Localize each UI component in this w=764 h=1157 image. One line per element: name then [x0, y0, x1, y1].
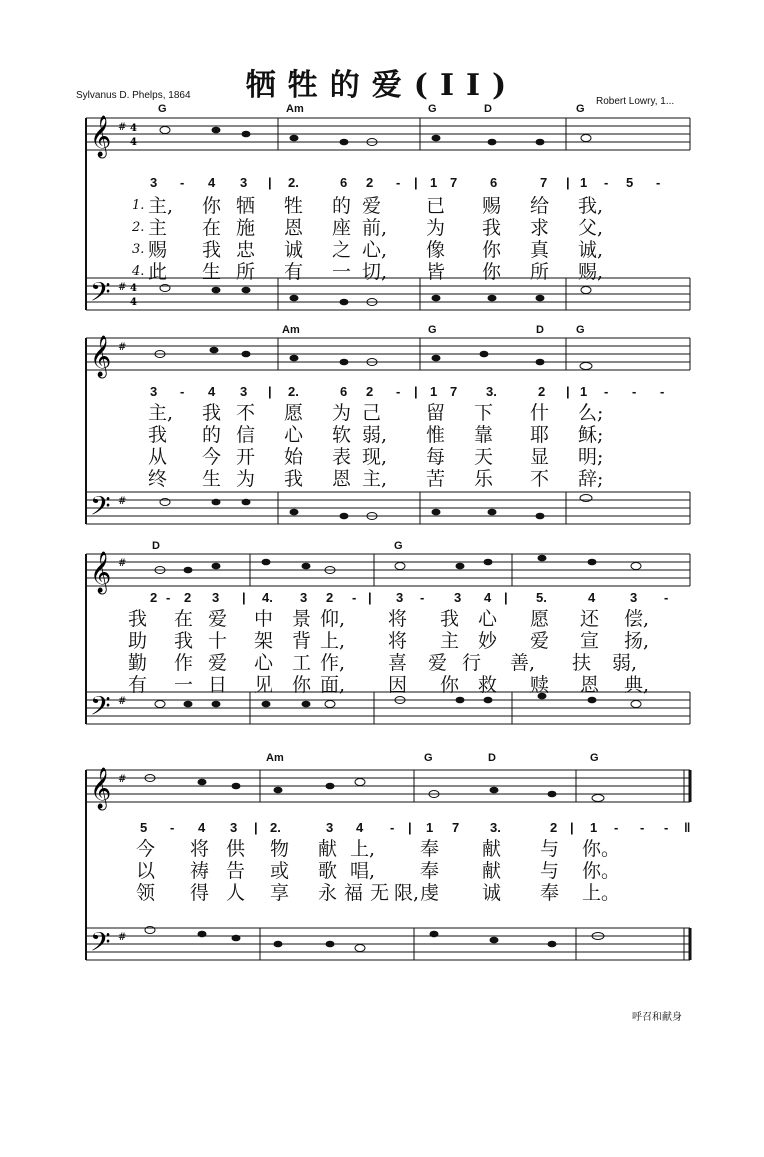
jianpu-note: 7 [450, 384, 458, 399]
lyric-char: 典, [624, 674, 650, 696]
jianpu-note: | [242, 590, 246, 605]
lyric-char: 你 [292, 674, 312, 696]
lyric-char: 爱 [208, 608, 228, 630]
lyric-verse-3 [0, 652, 764, 674]
lyric-char: 求 [530, 217, 550, 239]
jianpu-note: 4 [484, 590, 492, 605]
lyric-char: 惟 [426, 424, 446, 446]
lyric-char: 作, [320, 652, 346, 674]
music-system-4 [0, 748, 764, 978]
jianpu-note: ‖ [684, 820, 691, 835]
jianpu-note: 3 [150, 384, 158, 399]
lyric-char: 生 [202, 468, 222, 490]
lyric-char: 与 [540, 838, 560, 860]
lyric-char: 爱 [428, 652, 448, 674]
lyric-char: 我 [174, 630, 194, 652]
jianpu-note: 7 [452, 820, 460, 835]
lyric-char: 扬, [624, 630, 650, 652]
lyric-char: 奉 [420, 838, 440, 860]
jianpu-note: 7 [540, 175, 548, 190]
jianpu-note: - [180, 384, 185, 399]
lyric-char: 爱 [362, 195, 382, 217]
jianpu-note: - [664, 590, 669, 605]
lyric-char: 你 [482, 239, 502, 261]
lyric-char: 从 [148, 446, 168, 468]
jianpu-note: | [566, 384, 570, 399]
lyric-char: 心 [478, 608, 498, 630]
jianpu-note: 6 [340, 175, 348, 190]
jianpu-note: 4. [262, 590, 273, 605]
lyric-char: 辞; [578, 468, 604, 490]
lyric-char: 此 [148, 261, 168, 283]
verse-number: 3. [132, 242, 145, 257]
lyric-char: 告 [226, 860, 246, 882]
lyric-char: 祷 [190, 860, 210, 882]
lyric-char: 忠 [236, 239, 256, 261]
lyric-char: 天 [474, 446, 494, 468]
lyric-char: 的 [332, 195, 352, 217]
lyric-char: 恩 [284, 217, 304, 239]
lyric-char: 将 [190, 838, 210, 860]
lyric-char: 诚 [284, 239, 304, 261]
lyric-char: 为 [236, 468, 256, 490]
lyric-char: 所 [236, 261, 256, 283]
jianpu-note: - [640, 820, 645, 835]
jianpu-note: | [408, 820, 412, 835]
jianpu-note: 2 [550, 820, 558, 835]
lyric-char: 的 [202, 424, 222, 446]
lyric-char: 宣 [580, 630, 600, 652]
jianpu-note: - [604, 384, 609, 399]
lyric-char: 扶 [572, 652, 592, 674]
jianpu-note: 1 [580, 175, 588, 190]
lyric-char: 一 [174, 674, 194, 696]
lyric-char: 上, [320, 630, 346, 652]
lyric-char: 爱 [530, 630, 550, 652]
lyric-char: 奉 [540, 882, 560, 904]
jianpu-note: 3 [240, 384, 248, 399]
jianpu-note: 2. [288, 175, 299, 190]
svg-text:#: # [118, 122, 127, 133]
jianpu-note: 2. [270, 820, 281, 835]
lyric-char: 见 [254, 674, 274, 696]
svg-text:4: 4 [130, 283, 137, 294]
lyric-char: 开 [236, 446, 256, 468]
lyric-char: 为 [332, 402, 352, 424]
lyric-char: 供 [226, 838, 246, 860]
lyric-char: 享 [270, 882, 290, 904]
lyric-char: 诚, [578, 239, 604, 261]
lyric-char: 一 [332, 261, 352, 283]
jianpu-note: 4 [588, 590, 596, 605]
lyric-char: 与 [540, 860, 560, 882]
lyric-char: 救 [478, 674, 498, 696]
lyric-verse-2 [0, 630, 764, 652]
lyric-char: 恩 [580, 674, 600, 696]
svg-text:𝄞: 𝄞 [90, 116, 112, 157]
svg-text:𝄞: 𝄞 [90, 336, 112, 377]
lyric-verse-4 [0, 674, 764, 696]
jianpu-note: | [414, 175, 418, 190]
lyric-char: 妙 [478, 630, 498, 652]
lyric-char: 像 [426, 239, 446, 261]
lyric-char: 不 [530, 468, 550, 490]
lyric-char: 显 [530, 446, 550, 468]
jianpu-note: 4 [198, 820, 206, 835]
lyric-char: 人 [226, 882, 246, 904]
lyric-char: 心 [254, 652, 274, 674]
lyric-char: 所 [530, 261, 550, 283]
jianpu-note: | [368, 590, 372, 605]
jianpu-note: 2. [288, 384, 299, 399]
lyric-char: 现, [362, 446, 388, 468]
lyric-verse-2 [0, 424, 764, 446]
jianpu-note: 3 [230, 820, 238, 835]
lyric-char: 为 [426, 217, 446, 239]
music-system-2 [0, 322, 764, 537]
jianpu-note: - [656, 175, 661, 190]
lyricist-credit: Sylvanus D. Phelps, 1864 [76, 90, 191, 101]
lyric-char: 福 [344, 882, 364, 904]
chord-symbol: D [488, 752, 496, 764]
jianpu-note: 5 [140, 820, 148, 835]
lyric-char: 我 [284, 468, 304, 490]
lyric-verse-4 [0, 261, 764, 283]
jianpu-note: 1 [430, 384, 438, 399]
lyric-char: 软 [332, 424, 352, 446]
lyric-char: 今 [136, 838, 156, 860]
lyric-char: 助 [128, 630, 148, 652]
jianpu-note: 3 [454, 590, 462, 605]
chord-symbol: G [576, 324, 585, 336]
lyric-char: 物 [270, 838, 290, 860]
lyric-char: 背 [292, 630, 312, 652]
jianpu-note: | [504, 590, 508, 605]
jianpu-note: 3 [300, 590, 308, 605]
jianpu-note: 2 [366, 175, 374, 190]
verse-number: 1. [132, 198, 145, 213]
jianpu-note: | [254, 820, 258, 835]
lyric-verse-3 [0, 882, 764, 904]
lyric-char: 中 [254, 608, 274, 630]
svg-text:#: # [118, 696, 127, 707]
lyric-char: 切, [362, 261, 388, 283]
lyric-char: 唱, [350, 860, 376, 882]
lyric-char: 留 [426, 402, 446, 424]
jianpu-note: | [268, 175, 272, 190]
lyric-char: 你。 [582, 838, 621, 860]
lyric-char: 我 [440, 608, 460, 630]
music-system-1 [0, 100, 764, 335]
lyric-char: 爱 [208, 652, 228, 674]
svg-text:4: 4 [130, 297, 137, 308]
lyric-char: 牲 [284, 195, 304, 217]
lyric-char: 还 [580, 608, 600, 630]
lyric-char: 诚 [482, 882, 502, 904]
lyric-char: 赐, [578, 261, 604, 283]
lyric-char: 座 [332, 217, 352, 239]
jianpu-note: 2 [538, 384, 546, 399]
lyric-char: 你 [440, 674, 460, 696]
lyric-char: 上。 [582, 882, 621, 904]
lyric-char: 施 [236, 217, 256, 239]
lyric-char: 信 [236, 424, 256, 446]
lyric-char: 我 [148, 424, 168, 446]
lyric-char: 皆 [426, 261, 446, 283]
chord-symbol: D [484, 103, 492, 115]
lyric-char: 景 [292, 608, 312, 630]
jianpu-note: 3 [212, 590, 220, 605]
lyric-char: 心 [284, 424, 304, 446]
lyric-char: 主 [440, 630, 460, 652]
chord-symbol: G [158, 103, 167, 115]
jianpu-note: 2 [184, 590, 192, 605]
lyric-char: 面, [320, 674, 346, 696]
jianpu-note: 3 [630, 590, 638, 605]
lyric-char: 架 [254, 630, 274, 652]
jianpu-note: 5 [626, 175, 634, 190]
jianpu-note: | [414, 384, 418, 399]
lyric-char: 行 [462, 652, 482, 674]
lyric-char: 什 [530, 402, 550, 424]
chord-symbol: G [424, 752, 433, 764]
jianpu-note: 5. [536, 590, 547, 605]
jianpu-note: 2 [326, 590, 334, 605]
lyric-verse-1 [0, 608, 764, 630]
lyric-char: 无 [370, 882, 390, 904]
lyric-char: 苦 [426, 468, 446, 490]
lyric-char: 有 [128, 674, 148, 696]
svg-text:#: # [118, 496, 127, 507]
lyric-char: 主, [148, 402, 174, 424]
jianpu-note: 1 [590, 820, 598, 835]
jianpu-note: - [352, 590, 357, 605]
lyric-char: 明; [578, 446, 604, 468]
jianpu-note: 4 [356, 820, 364, 835]
composer-credit: Robert Lowry, 1... [596, 96, 675, 107]
lyric-char: 你。 [582, 860, 621, 882]
jianpu-note: - [660, 384, 665, 399]
lyric-char: 赐 [148, 239, 168, 261]
lyric-char: 始 [284, 446, 304, 468]
chord-symbol: D [152, 540, 160, 552]
verse-number: 4. [132, 264, 145, 279]
lyric-char: 将 [388, 630, 408, 652]
svg-text:𝄢: 𝄢 [90, 690, 111, 728]
lyric-char: 我 [128, 608, 148, 630]
lyric-char: 你 [482, 261, 502, 283]
lyric-verse-1 [0, 195, 764, 217]
lyric-char: 真 [530, 239, 550, 261]
svg-text:#: # [118, 932, 127, 943]
lyric-char: 永 [318, 882, 338, 904]
jianpu-note: 6 [490, 175, 498, 190]
lyric-char: 心, [362, 239, 388, 261]
jianpu-note: - [396, 175, 401, 190]
lyric-char: 弱, [612, 652, 638, 674]
svg-text:#: # [118, 282, 127, 293]
jianpu-note: 1 [580, 384, 588, 399]
lyric-char: 耶 [530, 424, 550, 446]
lyric-verse-1 [0, 838, 764, 860]
lyric-char: 限, [394, 882, 420, 904]
lyric-verse-2 [0, 860, 764, 882]
chord-symbol: G [428, 324, 437, 336]
svg-text:#: # [118, 774, 127, 785]
svg-text:4: 4 [130, 123, 137, 134]
music-system-3 [0, 540, 764, 735]
jianpu-note: - [396, 384, 401, 399]
lyric-char: 主 [148, 217, 168, 239]
lyric-verse-2 [0, 217, 764, 239]
lyric-char: 愿 [530, 608, 550, 630]
jianpu-note: | [570, 820, 574, 835]
lyric-char: 乐 [474, 468, 494, 490]
lyric-char: 在 [202, 217, 222, 239]
lyric-char: 赎 [530, 674, 550, 696]
lyric-char: 歌 [318, 860, 338, 882]
chord-symbol: G [428, 103, 437, 115]
jianpu-note: 7 [450, 175, 458, 190]
lyric-char: 父, [578, 217, 604, 239]
lyric-char: 我 [482, 217, 502, 239]
lyric-char: 有 [284, 261, 304, 283]
svg-text:𝄢: 𝄢 [90, 490, 111, 528]
lyric-char: 么; [578, 402, 604, 424]
lyric-char: 你 [202, 195, 222, 217]
chord-symbol: Am [266, 752, 284, 764]
jianpu-note: 4 [208, 384, 216, 399]
lyric-char: 虔 [420, 882, 440, 904]
jianpu-note: 3. [486, 384, 497, 399]
lyric-char: 上, [350, 838, 376, 860]
lyric-char: 每 [426, 446, 446, 468]
chord-symbol: G [590, 752, 599, 764]
lyric-char: 赐 [482, 195, 502, 217]
lyric-char: 因 [388, 674, 408, 696]
chord-symbol: D [536, 324, 544, 336]
lyric-verse-3 [0, 446, 764, 468]
lyric-char: 牺 [236, 195, 256, 217]
jianpu-note: - [166, 590, 171, 605]
lyric-char: 奉 [420, 860, 440, 882]
jianpu-note: - [420, 590, 425, 605]
jianpu-note: 6 [340, 384, 348, 399]
jianpu-note: - [180, 175, 185, 190]
lyric-char: 我 [202, 402, 222, 424]
lyric-verse-1 [0, 402, 764, 424]
lyric-char: 以 [136, 860, 156, 882]
lyric-char: 已 [426, 195, 446, 217]
jianpu-note: - [390, 820, 395, 835]
jianpu-note: - [614, 820, 619, 835]
lyric-char: 生 [202, 261, 222, 283]
svg-text:𝄞: 𝄞 [90, 552, 112, 593]
jianpu-note: | [268, 384, 272, 399]
jianpu-note: - [664, 820, 669, 835]
section-footer: 呼召和献身 [632, 1012, 682, 1023]
svg-text:#: # [118, 342, 127, 353]
lyric-char: 我 [202, 239, 222, 261]
jianpu-note: 3. [490, 820, 501, 835]
lyric-char: 偿, [624, 608, 650, 630]
svg-text:4: 4 [130, 137, 137, 148]
jianpu-note: 1 [430, 175, 438, 190]
lyric-char: 前, [362, 217, 388, 239]
svg-text:𝄞: 𝄞 [90, 768, 112, 809]
lyric-char: 领 [136, 882, 156, 904]
jianpu-note: 3 [150, 175, 158, 190]
lyric-char: 我, [578, 195, 604, 217]
lyric-char: 终 [148, 468, 168, 490]
lyric-char: 献 [482, 860, 502, 882]
jianpu-note: - [604, 175, 609, 190]
lyric-char: 弱, [362, 424, 388, 446]
svg-text:𝄢: 𝄢 [90, 926, 111, 964]
lyric-char: 日 [208, 674, 228, 696]
lyric-char: 稣; [578, 424, 604, 446]
jianpu-note: 4 [208, 175, 216, 190]
lyric-char: 十 [208, 630, 228, 652]
verse-number: 2. [132, 220, 145, 235]
lyric-char: 表 [332, 446, 352, 468]
jianpu-note: 3 [396, 590, 404, 605]
lyric-char: 之 [332, 239, 352, 261]
lyric-char: 在 [174, 608, 194, 630]
lyric-char: 献 [482, 838, 502, 860]
jianpu-note: - [632, 384, 637, 399]
lyric-char: 勤 [128, 652, 148, 674]
lyric-char: 献 [318, 838, 338, 860]
lyric-char: 将 [388, 608, 408, 630]
lyric-char: 喜 [388, 652, 408, 674]
jianpu-note: 2 [366, 384, 374, 399]
lyric-char: 主, [148, 195, 174, 217]
lyric-char: 仰, [320, 608, 346, 630]
jianpu-note: - [170, 820, 175, 835]
lyric-char: 恩 [332, 468, 352, 490]
lyric-verse-4 [0, 468, 764, 490]
chord-symbol: Am [286, 103, 304, 115]
jianpu-note: | [566, 175, 570, 190]
lyric-verse-3 [0, 239, 764, 261]
svg-text:𝄢: 𝄢 [90, 276, 111, 314]
lyric-char: 己 [362, 402, 382, 424]
chord-symbol: G [394, 540, 403, 552]
lyric-char: 或 [270, 860, 290, 882]
jianpu-note: 3 [326, 820, 334, 835]
lyric-char: 主, [362, 468, 388, 490]
lyric-char: 不 [236, 402, 256, 424]
lyric-char: 善, [510, 652, 536, 674]
lyric-char: 工 [292, 652, 312, 674]
lyric-char: 今 [202, 446, 222, 468]
lyric-char: 作 [174, 652, 194, 674]
jianpu-note: 2 [150, 590, 158, 605]
hymn-title: 牺牲的爱(II) [245, 68, 519, 103]
svg-text:#: # [118, 558, 127, 569]
chord-symbol: G [576, 103, 585, 115]
jianpu-note: 3 [240, 175, 248, 190]
chord-symbol: Am [282, 324, 300, 336]
lyric-char: 给 [530, 195, 550, 217]
lyric-char: 靠 [474, 424, 494, 446]
lyric-char: 下 [474, 402, 494, 424]
lyric-char: 愿 [284, 402, 304, 424]
lyric-char: 得 [190, 882, 210, 904]
jianpu-note: 1 [426, 820, 434, 835]
